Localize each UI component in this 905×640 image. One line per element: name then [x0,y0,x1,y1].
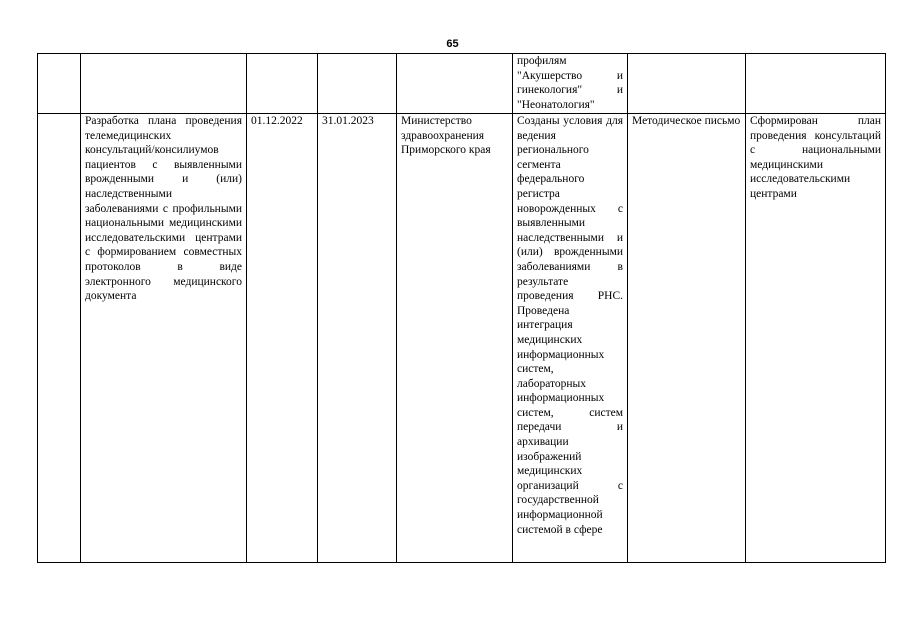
plan-table [37,53,886,563]
continuation-row [38,54,886,114]
cell-characteristics: профилям "Акушерство и гинекология" и "Неонатология" [513,54,628,114]
table-row [38,114,886,563]
cell-activity: Разработка плана проведения телемедицинских консультаций/консилиумов пациентов с выявленными врожденными и (или) наследственными заболеваниями с профильными национальными медицинскими исследовательскими центрами с формированием совместных протоколов в виде электронного медицинского документа [81,114,247,563]
cell-activity [81,54,247,114]
cell-result: Сформирован план проведения консультаций с национальными медицинскими исследовательскими центрами [746,114,886,563]
cell-number [38,54,81,114]
cell-control-type: Методическое письмо [628,114,746,563]
cell-characteristics: Созданы условия для ведения регионального сегмента федерального регистра новорожденных с выявленными наследственными и (или) врожденными заболеваниями в результате проведения РНС. Проведена интеграция медицинских информационных систем, лабораторных информационных систем, систем передачи и архивации изображений медицинских организаций с государственной информационной системой в сфере [513,114,628,563]
cell-end-date: 31.01.2023 [318,114,397,563]
cell-number [38,114,81,563]
cell-result [746,54,886,114]
cell-start-date: 01.12.2022 [247,114,318,563]
cell-responsible: Министерство здравоохранения Приморского края [397,114,513,563]
page-number: 65 [446,38,459,50]
cell-end-date [318,54,397,114]
cell-responsible [397,54,513,114]
cell-control-type [628,54,746,114]
cell-start-date [247,54,318,114]
